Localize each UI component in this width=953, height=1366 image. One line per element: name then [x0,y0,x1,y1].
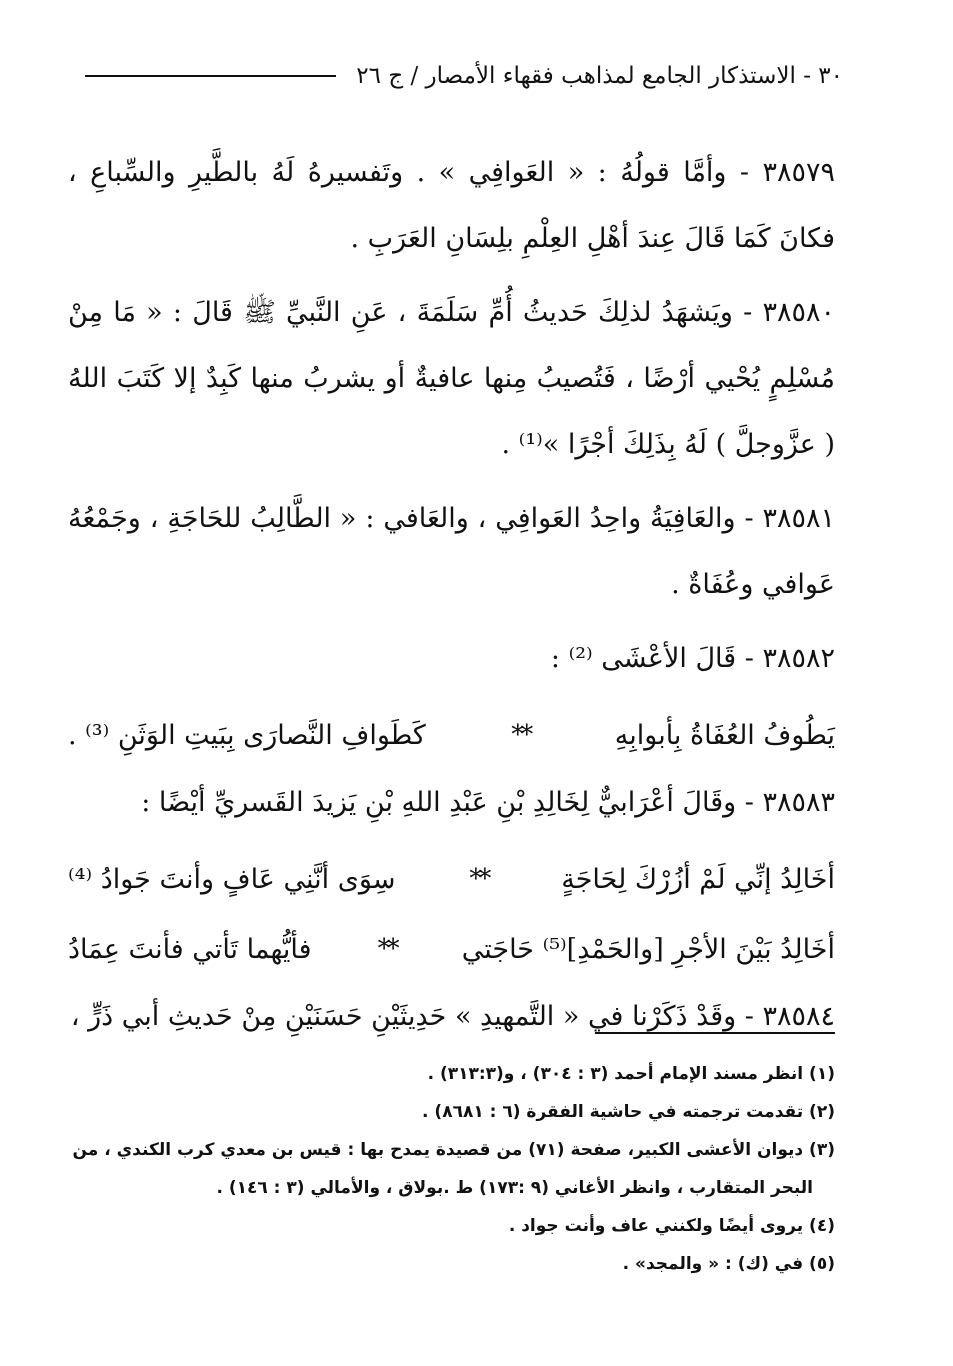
main-text [68,140,835,1058]
verse-separator: ** [469,864,488,894]
footnote-3-continuation: البحر المتقارب ، وانظر الأغاني (٩ :١٧٣) ط .بولاق ، والأمالي (٣ : ١٤٦) . [216,1178,813,1198]
verse-2-second-hemistich: سِوَى أنَّنِي عَافٍ وأنتَ جَوادُ ⁽⁴⁾ [68,863,396,895]
footnote-1: (١) انظر مسند الإمام أحمد (٣ : ٣٠٤) ، و(٣١٣:٣) . [427,1064,835,1084]
verse-separator: ** [511,720,530,750]
footnote-2: (٢) تقدمت ترجمته في حاشية الفقرة (٦ : ٨٦٨١) . [422,1102,835,1122]
paragraph-38583: ٣٨٥٨٣ - وقَالَ أعْرَابيٌّ لِخَالِدِ بْنِ عَبْدِ اللهِ بْنِ يَزيدَ القَسريِّ أيْضًا : [141,787,835,818]
footnotes [70,1055,835,1283]
paragraph-38579: ٣٨٥٧٩ - وأمَّا قولُهُ : « العَوافِي » . وتَفسيرهُ لَهُ بالطَّيرِ والسِّباعِ ، فكانَ كَمَا قَالَ عِندَ أهْلِ العِلْمِ بلِسَانِ العَرَبِ . [68,157,835,254]
footnote-5: (٥) في (ك) : « والمجد» . [622,1254,835,1274]
footnote-4: (٤) يروى أيضًا ولكنني عاف وأنت جواد . [508,1216,835,1236]
header-rule [85,75,336,77]
footnote-rule [595,1032,835,1034]
verse-1-first-hemistich: يَطُوفُ العُفَاةُ بِأبوابِهِ [614,719,835,751]
running-title: ٣٠ - الاستذكار الجامع لمذاهب فقهاء الأمصار / ج ٢٦ [356,63,843,89]
verse-3-first-hemistich: أخَالِدُ بَيْنَ الأجْرِ [والحَمْدِ]⁽⁵⁾ حَاجَتي [461,933,835,965]
paragraph-38582: ٣٨٥٨٢ - قَالَ الأعْشَى ⁽²⁾ : [550,643,835,674]
verse-separator: ** [377,934,396,964]
page-header [85,60,843,92]
footnote-3: (٣) ديوان الأعشى الكبير، صفحة (٧١) من قصيدة يمدح بها : قيس بن معدي كرب الكندي ، من [72,1140,835,1160]
paragraph-38581: ٣٨٥٨١ - والعَافِيَةُ واحِدُ العَوافِي ، والعَافي : « الطَّالِبُ للحَاجَةِ ، وجَمْعُهُ عَوافي وعُفَاةٌ . [68,503,835,600]
verse-line-1 [68,700,835,770]
verse-1-second-hemistich: كَطَوافِ النَّصارَى بِبَيتِ الوَثَنِ ⁽³⁾ . [68,719,426,751]
verse-line-3 [68,914,835,984]
paragraph-38580: ٣٨٥٨٠ - ويَشهَدُ لذلِكَ حَديثُ أُمِّ سَلَمَةَ ، عَنِ النَّبيِّ ﷺ قَالَ : « مَا مِنْ مُسْلِمٍ يُحْيي أرْضًا ، فَتُصيبُ مِنها عافيةٌ أو يشربُ منها كَبِدٌ إلا كَتَبَ اللهُ ( عزَّوجلَّ ) لَهُ بِذَلِكَ أجْرًا »⁽¹⁾ . [68,297,835,460]
verse-line-2 [68,844,835,914]
verse-2-first-hemistich: أخَالِدُ إنِّي لَمْ أزُرْكَ لِحَاجَةٍ [561,863,835,895]
verse-3-second-hemistich: فأيُّهما تَأتي فأنتَ عِمَادُ [68,933,312,965]
paragraph-38584: ٣٨٥٨٤ - وقَدْ ذَكَرْنا في « التَّمهيدِ » حَدِيثَيْنِ حَسَنَيْنِ مِنْ حَديثِ أبي ذَرٍّ ، [70,1001,835,1032]
